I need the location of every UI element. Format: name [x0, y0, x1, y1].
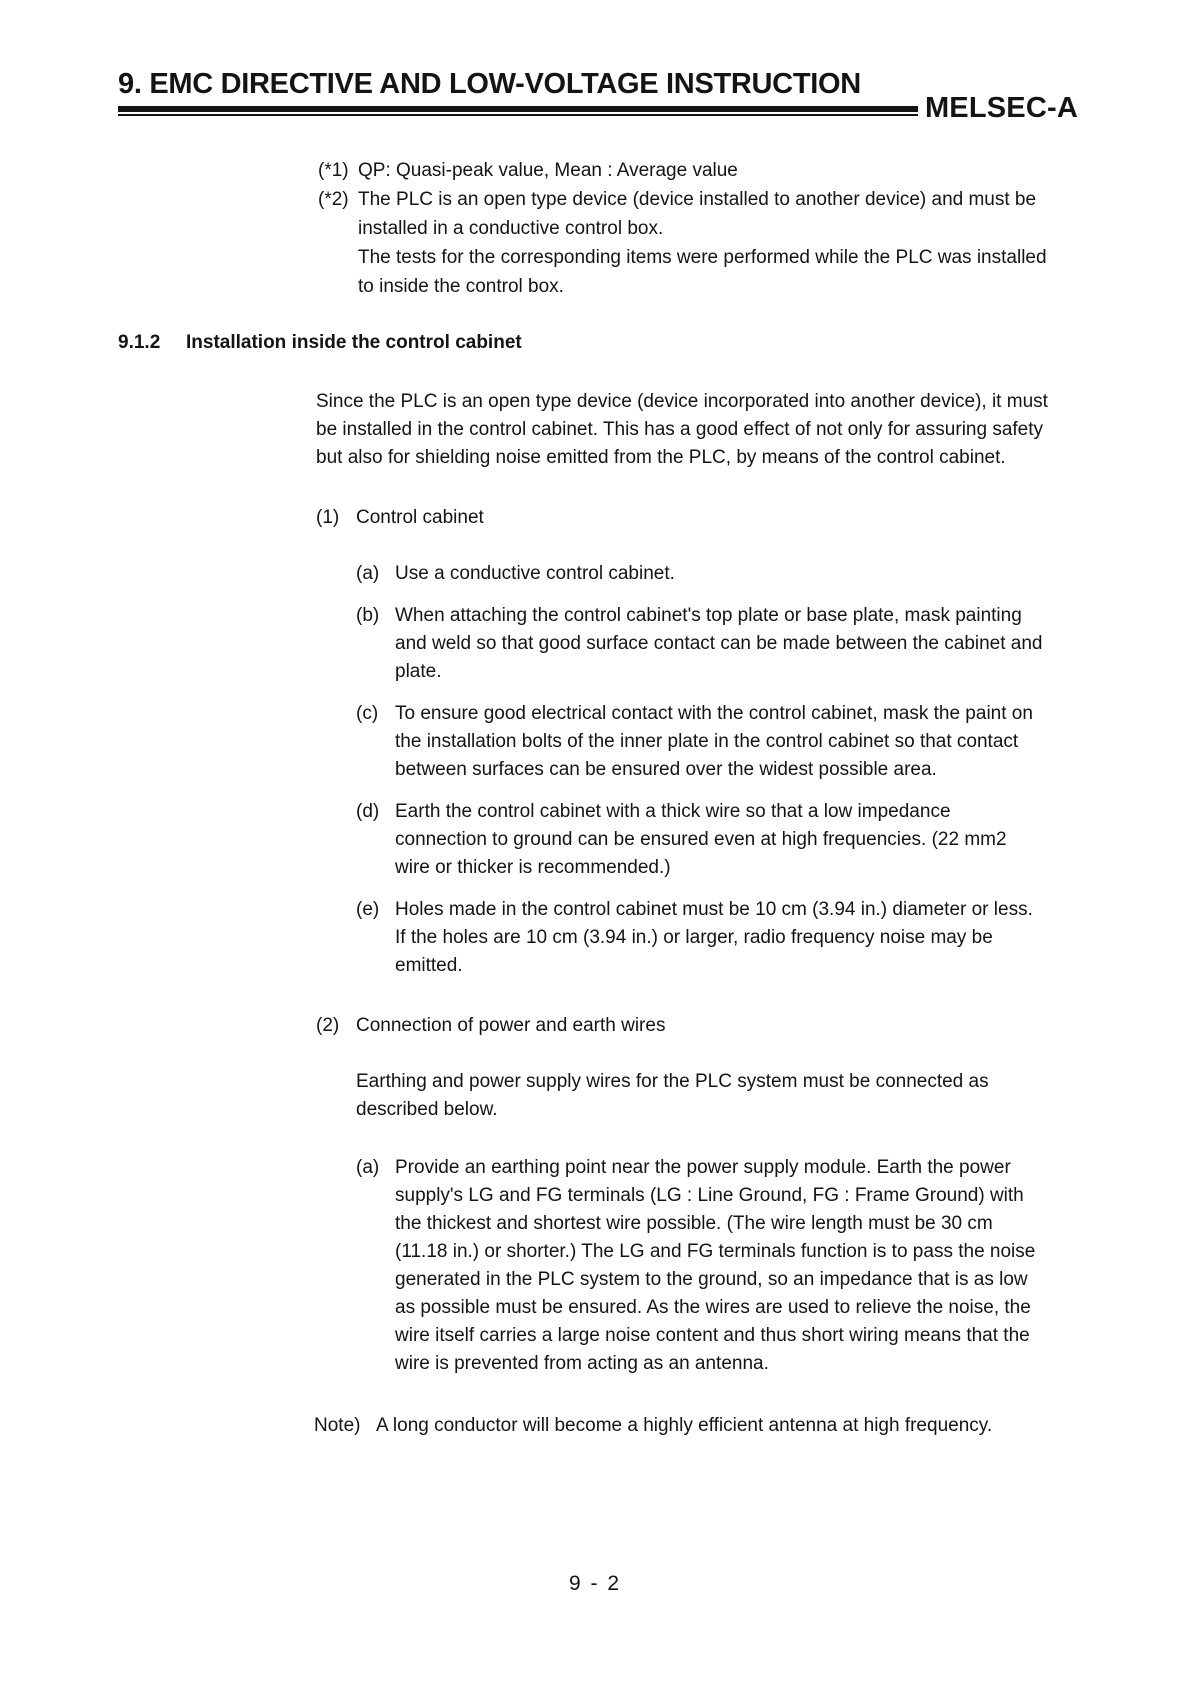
subitem-line: generated in the PLC system to the ground, so an impedance that is as low: [395, 1269, 1028, 1290]
item-intro-line: described below.: [356, 1099, 498, 1120]
subitem-line: as possible must be ensured. As the wires are used to relieve the noise, the: [395, 1297, 1031, 1318]
subitem-marker: (a): [356, 1157, 380, 1178]
page-header: [118, 68, 1078, 124]
item-title: Control cabinet: [356, 507, 484, 528]
intro-line: Since the PLC is an open type device (device incorporated into another device), it must: [316, 391, 1048, 412]
header-rule: [118, 106, 918, 112]
footnote-line: The tests for the corresponding items were performed while the PLC was installed: [358, 247, 1047, 268]
subitem-line: Holes made in the control cabinet must be 10 cm (3.94 in.) diameter or less.: [395, 899, 1033, 920]
subitem-line: plate.: [395, 661, 442, 682]
section-title: Installation inside the control cabinet: [186, 332, 522, 353]
footnote-line: installed in a conductive control box.: [358, 218, 664, 239]
footnote-line: QP: Quasi-peak value, Mean : Average value: [358, 160, 738, 181]
item-marker: (1): [316, 507, 340, 528]
subitem-line: (11.18 in.) or shorter.) The LG and FG terminals function is to pass the noise: [395, 1241, 1036, 1262]
footnote-line: The PLC is an open type device (device installed to another device) and must be: [358, 189, 1037, 210]
footnote-marker: (*2): [318, 189, 349, 210]
section-number: 9.1.2: [118, 332, 161, 353]
footnote-marker: (*1): [318, 160, 349, 181]
subitem-marker: (d): [356, 801, 380, 822]
item-marker: (2): [316, 1015, 340, 1036]
subitem-line: the thickest and shortest wire possible. (The wire length must be 30 cm: [395, 1213, 993, 1234]
subitem-line: between surfaces can be ensured over the widest possible area.: [395, 759, 937, 780]
subitem-line: supply's LG and FG terminals (LG : Line Ground, FG : Frame Ground) with: [395, 1185, 1024, 1206]
subitem-line: wire is prevented from acting as an antenna.: [395, 1353, 769, 1374]
subitem-marker: (a): [356, 563, 380, 584]
subitem-marker: (c): [356, 703, 379, 724]
subitem-marker: (b): [356, 605, 380, 626]
subitem-marker: (e): [356, 899, 380, 920]
subitem-line: When attaching the control cabinet's top plate or base plate, mask painting: [395, 605, 1022, 626]
subitem-line: Use a conductive control cabinet.: [395, 563, 675, 584]
subitem-line: connection to ground can be ensured even at high frequencies. (22 mm2: [395, 829, 1007, 850]
intro-line: be installed in the control cabinet. This has a good effect of not only for assuring safety: [316, 419, 1044, 440]
subitem-line: emitted.: [395, 955, 463, 976]
note-text: A long conductor will become a highly efficient antenna at high frequency.: [376, 1415, 993, 1436]
subitem-line: the installation bolts of the inner plate in the control cabinet so that contact: [395, 731, 1019, 752]
subitem-line: If the holes are 10 cm (3.94 in.) or larger, radio frequency noise may be: [395, 927, 993, 948]
note-marker: Note): [314, 1415, 361, 1436]
subitem-line: and weld so that good surface contact can be made between the cabinet and: [395, 633, 1043, 654]
subitem-line: wire itself carries a large noise content and thus short wiring means that the: [395, 1325, 1030, 1346]
subitem-line: Provide an earthing point near the power supply module. Earth the power: [395, 1157, 1011, 1178]
brand-label: MELSEC-A: [924, 92, 1078, 124]
item-title: Connection of power and earth wires: [356, 1015, 666, 1036]
subitem-line: Earth the control cabinet with a thick wire so that a low impedance: [395, 801, 951, 822]
page-number: 9 - 2: [568, 1572, 622, 1595]
header-rule-thin: [118, 114, 918, 116]
footnote-line: to inside the control box.: [358, 276, 564, 297]
item-intro-line: Earthing and power supply wires for the PLC system must be connected as: [356, 1071, 989, 1092]
intro-line: but also for shielding noise emitted from the PLC, by means of the control cabinet.: [316, 447, 1006, 468]
subitem-line: wire or thicker is recommended.): [395, 857, 671, 878]
chapter-title: 9. EMC DIRECTIVE AND LOW-VOLTAGE INSTRUCTION: [118, 68, 861, 100]
subitem-line: To ensure good electrical contact with the control cabinet, mask the paint on: [395, 703, 1033, 724]
